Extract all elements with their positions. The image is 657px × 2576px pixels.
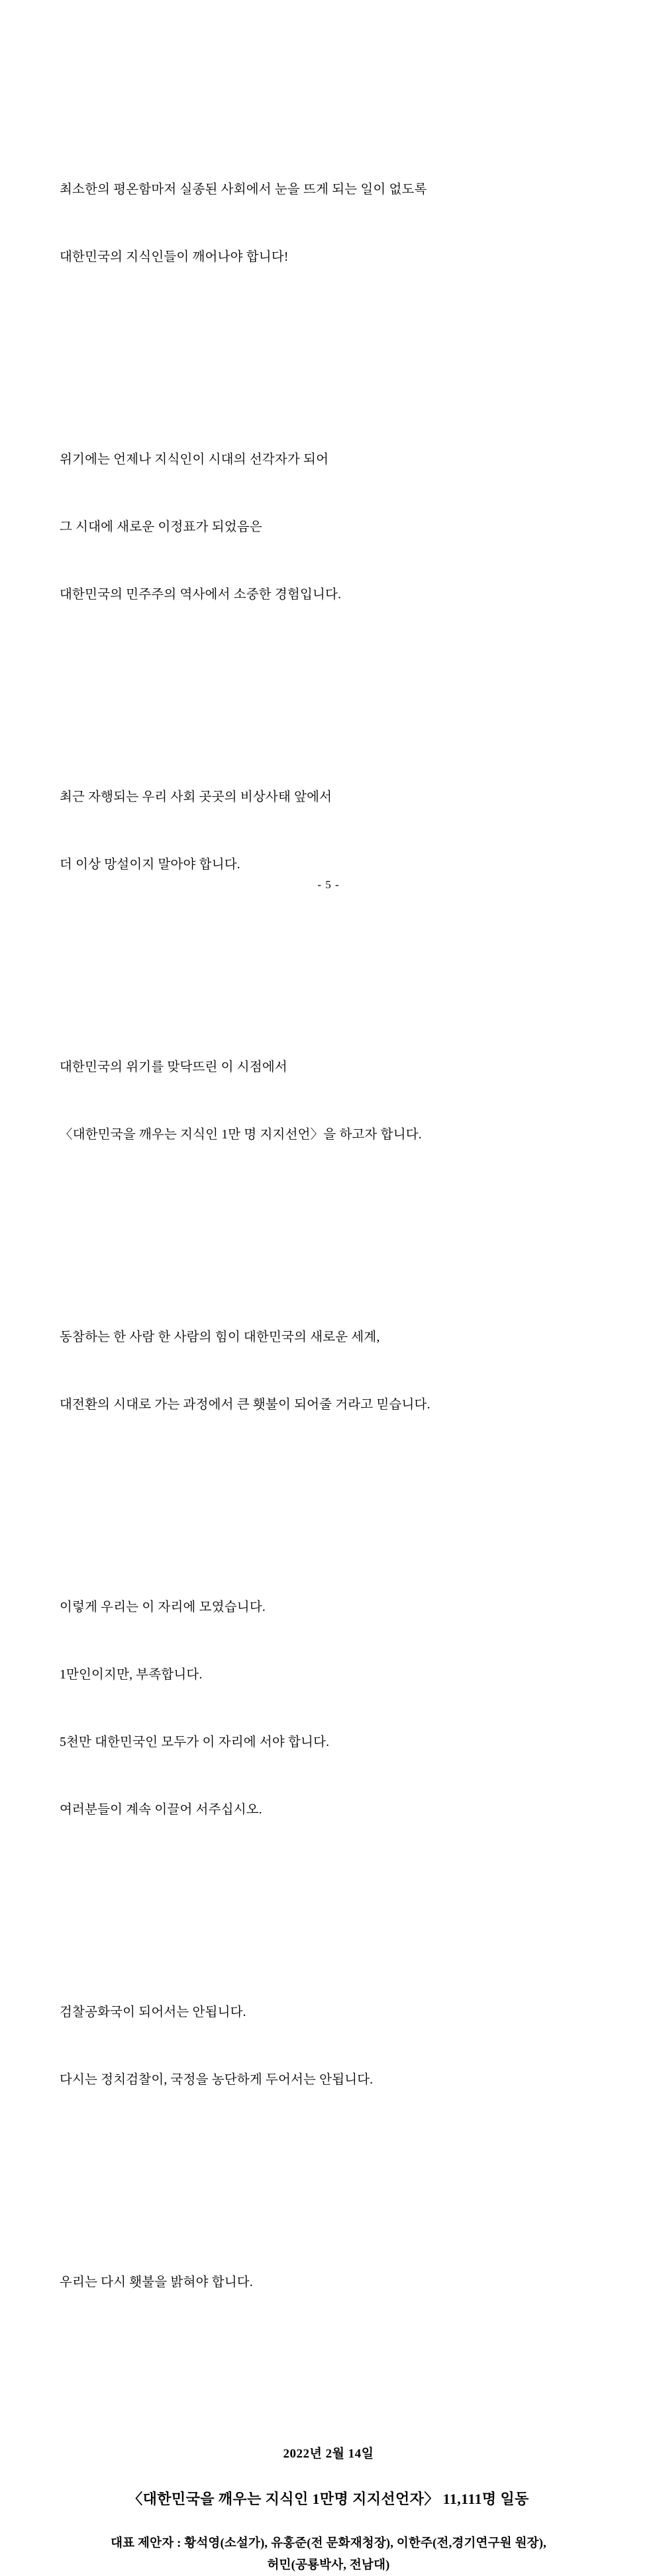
paragraph-line: 이렇게 우리는 이 자리에 모였습니다. xyxy=(60,1600,266,1614)
document-body xyxy=(60,66,597,2407)
paragraph-1 xyxy=(60,134,597,314)
paragraph-line: 그 시대에 새로운 이정표가 되었음은 xyxy=(60,520,262,534)
paragraph-line: 대한민국의 지식인들이 깨어나야 합니다! xyxy=(60,250,289,264)
paragraph-line: 대한민국의 위기를 맞닥뜨린 이 시점에서 xyxy=(60,1060,287,1074)
paragraph-line: 대한민국의 민주주의 역사에서 소중한 경험입니다. xyxy=(60,588,342,602)
paragraph-5 xyxy=(60,1281,597,1461)
paragraph-7 xyxy=(60,1956,597,2137)
proposers-block xyxy=(60,2534,597,2576)
paragraph-line: 최근 자행되는 우리 사회 곳곳의 비상사태 앞에서 xyxy=(60,790,332,804)
paragraph-line: 대전환의 시대로 가는 과정에서 큰 횃불이 되어줄 거라고 믿습니다. xyxy=(60,1398,430,1412)
paragraph-2 xyxy=(60,404,597,651)
paragraph-line: 〈대한민국을 깨우는 지식인 1만 명 지지선언〉을 하고자 합니다. xyxy=(60,1128,422,1142)
paragraph-line: 우리는 다시 횃불을 밝혀야 합니다. xyxy=(60,2276,253,2289)
proposers-line: 허민(공룡박사, 전남대) xyxy=(267,2559,390,2572)
paragraph-6 xyxy=(60,1551,597,1866)
paragraph-line: 1만인이지만, 부족합니다. xyxy=(60,1668,203,1682)
paragraph-line: 다시는 정치검찰이, 국정을 농단하게 두어서는 안됩니다. xyxy=(60,2073,374,2087)
proposers-line: 대표 제안자 : 황석영(소설가), 유홍준(전 문화재청장), 이한주(전,경기연구원 원장), xyxy=(111,2537,546,2550)
paragraph-line: 최소한의 평온함마저 실종된 사회에서 눈을 뜨게 되는 일이 없도록 xyxy=(60,183,427,197)
paragraph-line: 동참하는 한 사람 한 사람의 힘이 대한민국의 새로운 세계, xyxy=(60,1330,380,1344)
paragraph-4 xyxy=(60,1011,597,1191)
declaration-date: 2022년 2월 14일 xyxy=(283,2447,374,2461)
paragraph-line: 더 이상 망설이지 말아야 합니다. xyxy=(60,858,240,872)
paragraph-line: 여러분들이 계속 이끌어 서주십시오. xyxy=(60,1803,262,1817)
paragraph-line: 5천만 대한민국인 모두가 이 자리에 서야 합니다. xyxy=(60,1735,330,1749)
paragraph-line: 위기에는 언제나 지식인이 시대의 선각자가 되어 xyxy=(60,453,329,467)
signers-title: 〈대한민국을 깨우는 지식인 1만명 지지선언자〉 11,111명 일동 xyxy=(128,2491,529,2507)
paragraph-8 xyxy=(60,2227,597,2339)
page-number: - 5 - xyxy=(317,878,340,891)
paragraph-line: 검찰공화국이 되어서는 안됩니다. xyxy=(60,2005,246,2019)
paragraph-3 xyxy=(60,741,597,921)
